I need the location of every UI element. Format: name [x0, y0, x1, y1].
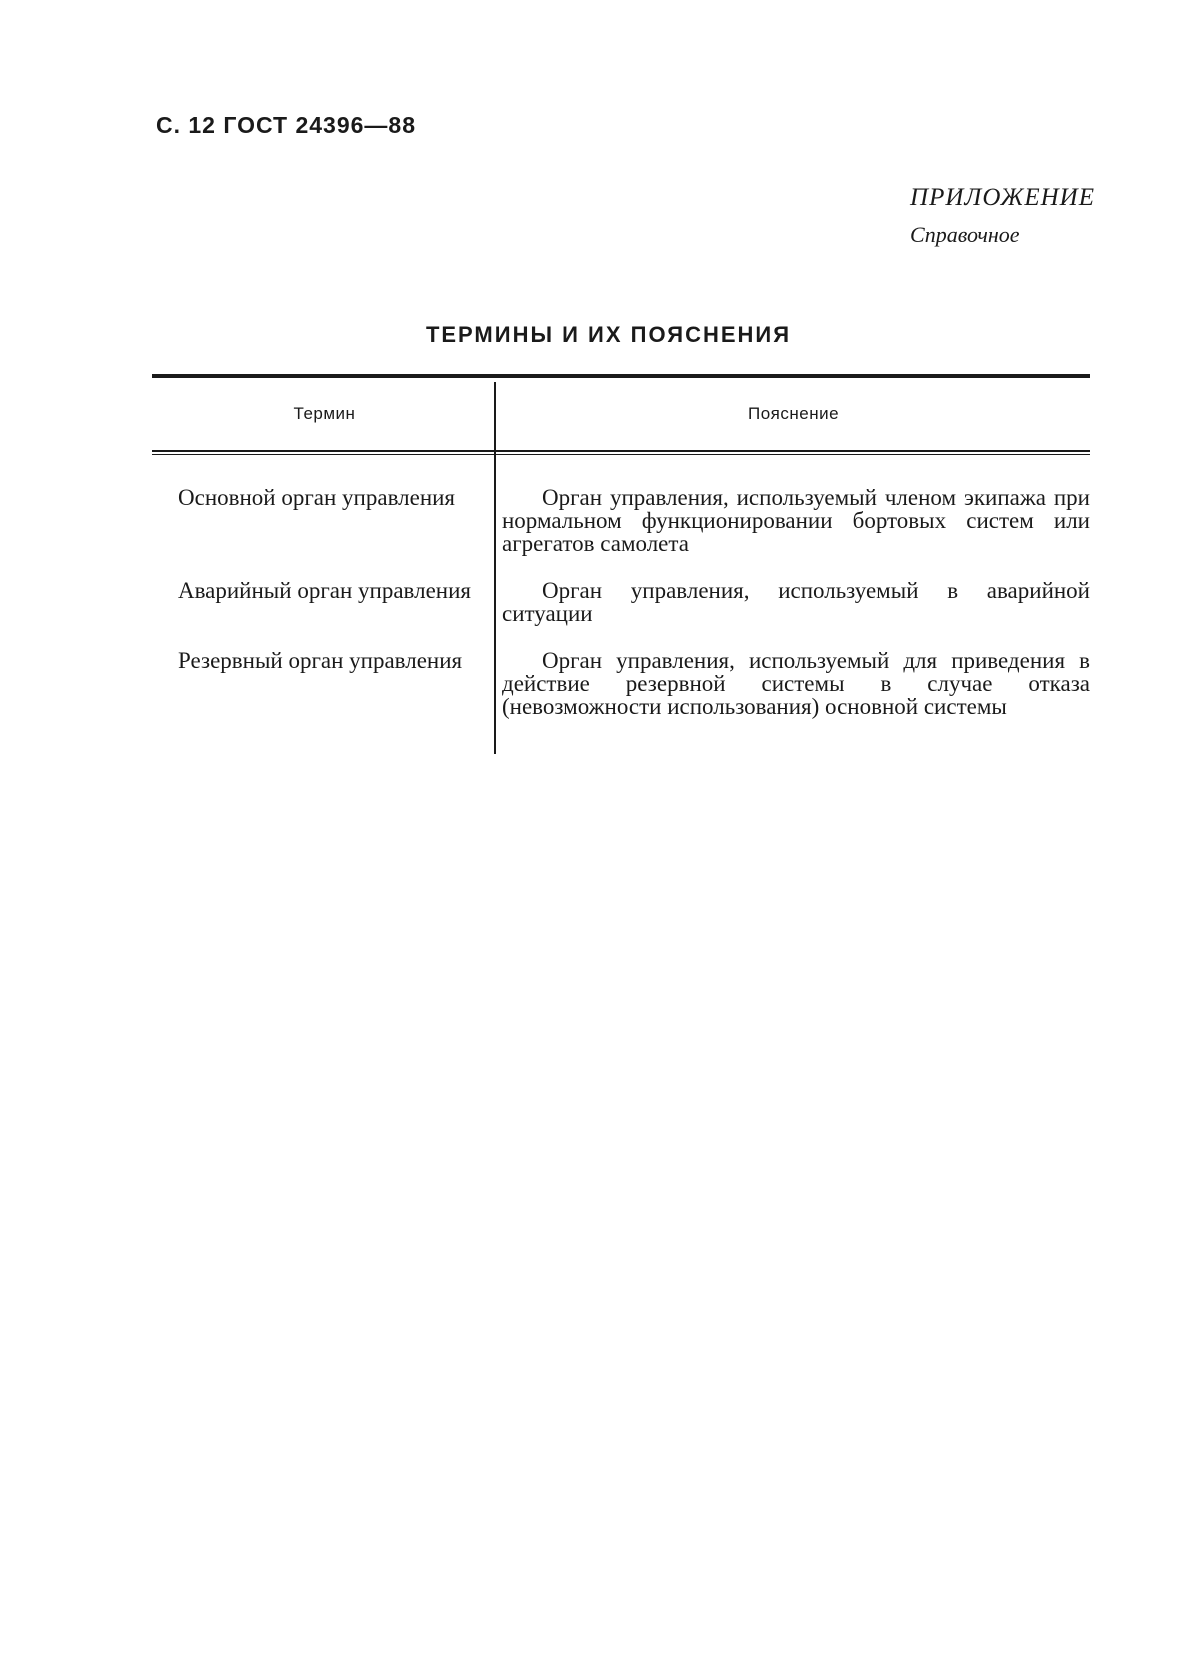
table-column-divider [494, 382, 496, 754]
table-header-row [152, 378, 1090, 450]
appendix-title: ПРИЛОЖЕНИЕ [910, 184, 1095, 211]
table-row [152, 579, 1090, 625]
section-title: ТЕРМИНЫ И ИХ ПОЯСНЕНИЯ [425, 322, 792, 347]
table-body [152, 455, 1090, 718]
term-cell: Основной орган управления [178, 485, 456, 510]
appendix-subtitle: Справочное [910, 222, 1020, 247]
page-header: С. 12 ГОСТ 24396—88 [156, 112, 417, 138]
appendix-label [910, 184, 1095, 248]
column-header-term: Термин [293, 404, 356, 423]
column-header-explanation: Пояснение [747, 404, 840, 423]
terms-table [152, 374, 1090, 718]
table-row [152, 486, 1090, 555]
term-cell: Аварийный орган управления [178, 578, 471, 603]
explanation-cell: Орган управления, используемый членом экипажа при нормальном функционировании бортовых систем или агрегатов самолета [502, 485, 1090, 556]
table-row [152, 649, 1090, 718]
explanation-cell: Орган управления, используемый для приведения в действие резервной системы в случае отказа (невозможности использования) основной системы [502, 648, 1090, 719]
term-cell: Резервный орган управления [178, 648, 463, 673]
explanation-cell: Орган управления, используемый в аварийной ситуации [502, 578, 1090, 626]
